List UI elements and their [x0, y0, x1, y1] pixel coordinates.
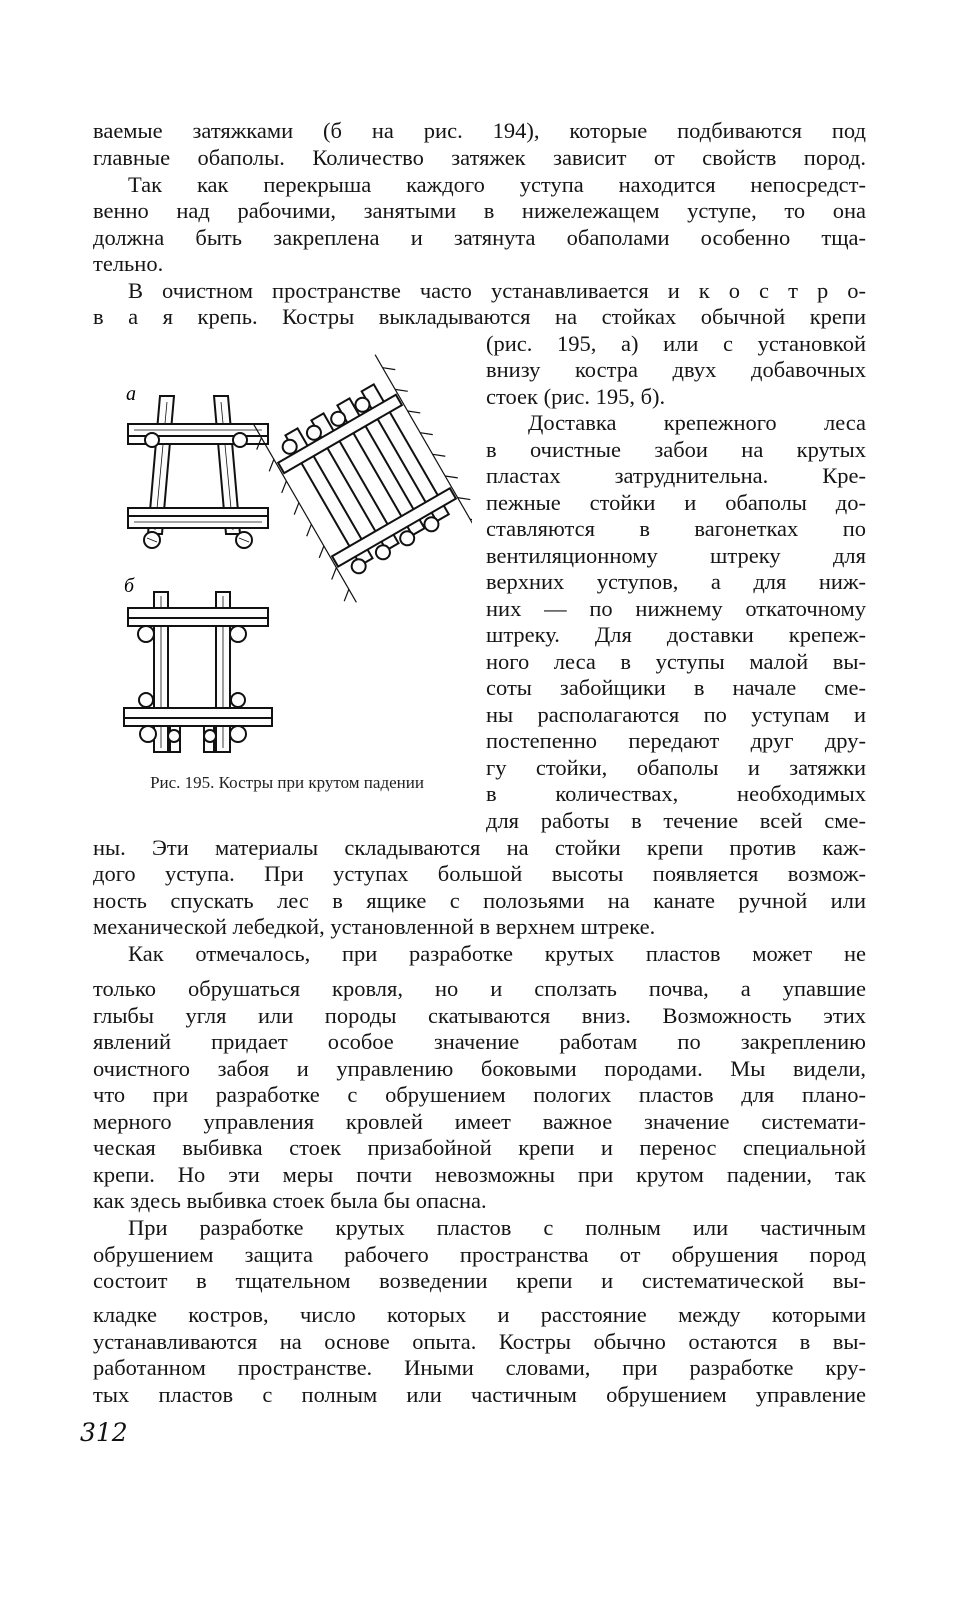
- text-line: мерного управления кровлей имеет важное значение системати-: [93, 1109, 866, 1134]
- text-line: ваемые затяжками (б на рис. 194), которые подбиваются под: [93, 118, 866, 143]
- text-line: обрушением защита рабочего пространства от обрушения пород: [93, 1242, 866, 1267]
- text-line: только обрушаться кровля, но и сползать почва, а упавшие: [93, 976, 866, 1001]
- text-line: ного леса в уступы малой вы-: [486, 649, 866, 674]
- text-line: Как отмечалось, при разработке крутых пластов может не: [128, 941, 866, 966]
- text-line: для работы в течение всей сме-: [486, 808, 866, 833]
- page-number: 312: [80, 1418, 128, 1447]
- text-line: в очистные забои на крутых: [486, 437, 866, 462]
- text-line: главные обаполы. Количество затяжек зависит от свойств пород.: [93, 145, 866, 170]
- text-line: крепи. Но эти меры почти невозможны при крутом падении, так: [93, 1162, 866, 1187]
- crib-a-drawing: [128, 396, 268, 548]
- text-line: пластах затруднительна. Кре-: [486, 463, 866, 488]
- text-line: дого уступа. При уступах большой высоты появляется возмож-: [93, 861, 866, 886]
- text-line: штреку. Для доставки крепеж-: [486, 622, 866, 647]
- figure-caption: Рис. 195. Костры при крутом падении: [150, 773, 424, 792]
- text-line: явлений придает особое значение работам по закреплению: [93, 1029, 866, 1054]
- text-line: состоит в тщательном возведении крепи и систематической вы-: [93, 1268, 866, 1293]
- figure-label-b: б: [124, 575, 135, 597]
- figure-label-a: а: [126, 383, 136, 405]
- text-line: (рис. 195, а) или с установкой: [486, 331, 866, 356]
- text-line: соты забойщики в начале сме-: [486, 675, 866, 700]
- text-line: венно над рабочими, занятыми в нижележащем уступе, то она: [93, 198, 866, 223]
- text-line: тельно.: [93, 251, 164, 276]
- text-line: что при разработке с обрушением пологих пластов для плано-: [93, 1082, 866, 1107]
- text-line: вентиляционному штреку для: [486, 543, 866, 568]
- crib-b-drawing: [124, 592, 272, 752]
- text-line: кладке костров, число которых и расстояние между которыми: [93, 1302, 866, 1327]
- text-line: ческая выбивка стоек призабойной крепи и перенос специальной: [93, 1135, 866, 1160]
- text-line: устанавливаются на основе опыта. Костры обычно остаются в вы-: [93, 1329, 866, 1354]
- text-line: стоек (рис. 195, б).: [486, 384, 666, 409]
- text-line: пежные стойки и обаполы до-: [486, 490, 866, 515]
- text-line: внизу костра двух добавочных: [486, 357, 866, 382]
- text-line: тых пластов с полным или частичным обрушением управление: [93, 1382, 866, 1407]
- text-line: механической лебедкой, установленной в верхнем штреке.: [93, 914, 656, 939]
- text-line: них — по нижнему откаточному: [486, 596, 866, 621]
- text-line: в количествах, необходимых: [486, 781, 866, 806]
- text-line: В очистном пространстве часто устанавливается и к о с т р о-: [128, 278, 866, 303]
- text-line: очистного забоя и управлению боковыми породами. Мы видели,: [93, 1056, 866, 1081]
- crib-inclined-drawing: [245, 352, 472, 607]
- text-line: гу стойки, обаполы и затяжки: [486, 755, 866, 780]
- text-line: ность спускать лес в ящике с полозьями на канате ручной или: [93, 888, 866, 913]
- text-line: ны располагаются по уступам и: [486, 702, 866, 727]
- text-line: ны. Эти материалы складываются на стойки крепи против каж-: [93, 835, 866, 860]
- text-line: Доставка крепежного леса: [528, 410, 866, 435]
- text-line: работанном пространстве. Иными словами, при разработке кру-: [93, 1355, 866, 1380]
- text-line: Так как перекрыша каждого уступа находится непосредст-: [128, 172, 866, 197]
- text-line: должна быть закреплена и затянута обаполами особенно тща-: [93, 225, 866, 250]
- text-line: постепенно передают друг дру-: [486, 728, 866, 753]
- crib-drawings: [112, 352, 472, 772]
- text-line: верхних уступов, а для ниж-: [486, 569, 866, 594]
- text-line: глыбы угля или породы скатываются вниз. Возможность этих: [93, 1003, 866, 1028]
- text-line: При разработке крутых пластов с полным или частичным: [128, 1215, 866, 1240]
- text-line: как здесь выбивка стоек была бы опасна.: [93, 1188, 487, 1213]
- figure-195: [112, 352, 472, 772]
- text-line: в а я крепь. Костры выкладываются на стойках обычной крепи: [93, 304, 866, 329]
- text-line: ставляются в вагонетках по: [486, 516, 866, 541]
